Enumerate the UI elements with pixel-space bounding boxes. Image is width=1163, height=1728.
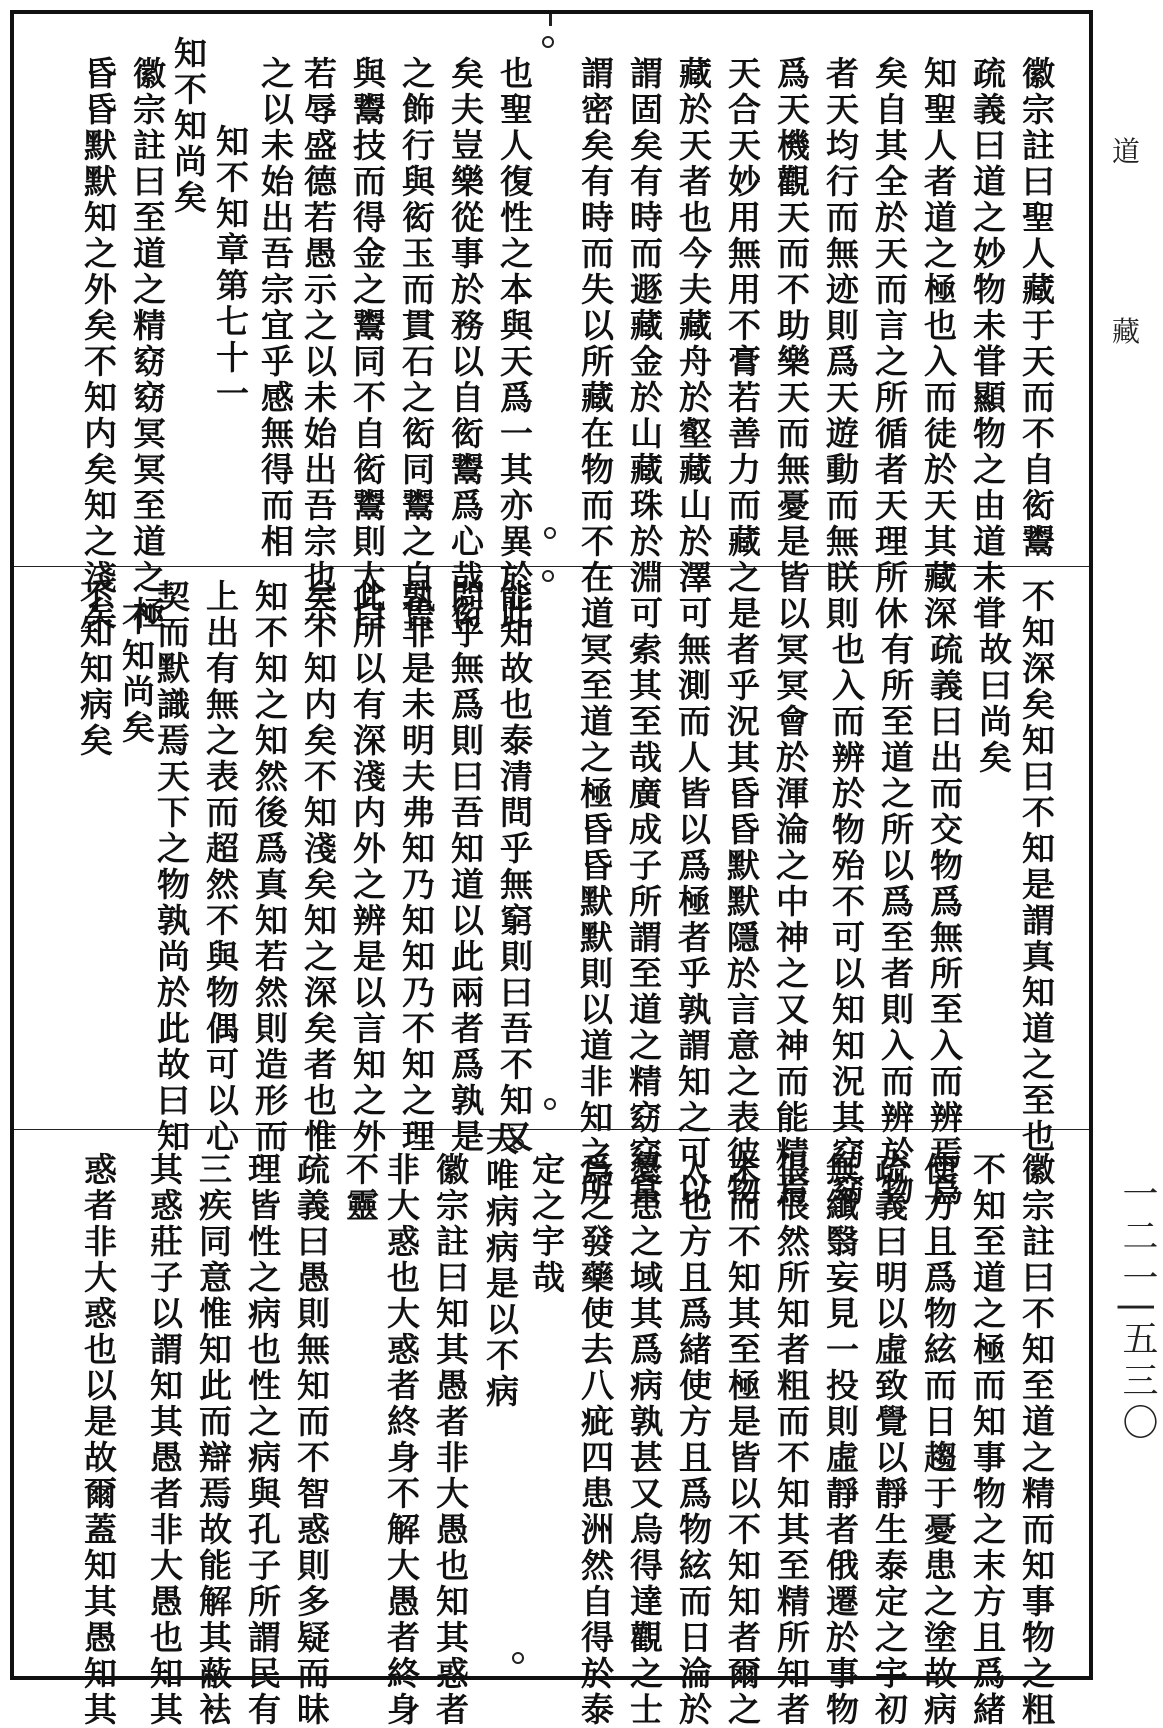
text-column: 三疾同意惟知此而辯焉故能解其蔽袪: [194, 1152, 233, 1728]
text-column: 有所至道之所以爲至者則入而辨於物: [876, 632, 915, 1208]
text-column: 契而默識焉天下之物孰尚於此故曰知: [152, 579, 191, 1155]
text-column: 上出有無之表而超然不與物偶可以心: [201, 579, 240, 1155]
text-column: 疏義曰愚則無知而不智惑則多疑而昧: [292, 1152, 331, 1728]
text-column: 徽宗註曰知其愚者非大愚也知其惑者: [431, 1152, 470, 1728]
text-column: 不知至道之極而知事物之末方且爲緒: [968, 1152, 1007, 1728]
text-column: 疏義曰明以虛致覺以靜生泰定之宇初: [870, 1152, 909, 1728]
margin-title-char-2: 藏: [1112, 315, 1141, 348]
text-column: 索其至哉廣成子所謂至道之精窈窈冥: [624, 632, 663, 1208]
scripture-line: 夫唯病病是以不病: [481, 1122, 520, 1410]
text-column: 疏義曰出而交物爲無所至入而辨焉爲: [925, 632, 964, 1208]
text-column: 爲天機觀天而不助樂天而無憂是皆以: [772, 56, 811, 632]
panel-lower: [14, 1122, 1089, 1728]
text-column: 無測而人皆以爲極者乎孰謂知之可以: [673, 632, 712, 1208]
text-column: 疏義曰道之妙物未甞顯物之由道未甞: [968, 56, 1007, 632]
text-column: 能知故也泰清問乎無窮則曰吾不知又: [495, 579, 534, 1155]
text-column: 人也方且爲緒使方且爲物絃而日淪於: [674, 1152, 713, 1728]
text-column: 冥冥會於渾淪之中神之又神而能精焉: [771, 632, 810, 1208]
text-column: 與鬻技而得金之鬻同不自衒鬻則太白: [348, 56, 387, 632]
text-column: 憂患之域其爲病孰甚又烏得達觀之士: [625, 1152, 664, 1728]
text-column: 知聖人者道之極也入而徒於天其藏深: [919, 56, 958, 632]
text-column: 也聖人復性之本與天爲一其亦異於此: [495, 56, 534, 632]
text-column: 定之宇哉: [527, 1152, 566, 1296]
text-column: 孰非是未明夫弗知乃知知乃不知之理: [397, 579, 436, 1155]
text-column: 徽宗註曰至道之精窈窈冥冥至道之極: [128, 56, 167, 632]
text-column: 爲之發藥使去八疵四患洲然自得於泰: [576, 1152, 615, 1728]
text-column: 此所以有深淺内外之辨是以言知之外: [348, 579, 387, 1155]
section-circle: [544, 527, 556, 539]
text-column: 其惑莊子以謂知其愚者非大愚也知其: [145, 1152, 184, 1728]
section-circle: [544, 1098, 556, 1110]
page-frame: [10, 10, 1093, 1728]
text-column: 非大惑也大惑者終身不解大愚者終身: [382, 1152, 421, 1728]
chapter-heading: 知不知章第七十一: [211, 124, 250, 412]
margin-title-char-1: 道: [1112, 135, 1141, 168]
text-column: 若辱盛德若愚示之以未始出吾宗也示: [299, 56, 338, 632]
text-column: 者乎況其昏昏默默隱於言意之表彼物: [722, 632, 761, 1208]
text-column: 使方且爲物絃而日趨于憂患之塗故病: [919, 1152, 958, 1728]
text-column: 矣自其全於天而言之所循者天理所休: [870, 56, 909, 632]
section-circle: [542, 36, 554, 48]
section-circle: [512, 1652, 524, 1664]
scripture-line: 不知深矣知曰不知是謂真知道之至也: [1017, 579, 1056, 1155]
scripture-line: 故曰尚矣: [974, 632, 1013, 776]
page-number: 一二一|五三〇: [1117, 1175, 1158, 1446]
scripture-line: 不知知病矣: [75, 579, 114, 759]
text-column: 矣夫豈樂從事於務以自衒鬻爲心哉衒: [446, 56, 485, 632]
scripture-line: 不知尚矣: [117, 602, 156, 746]
text-column: 無纖翳妄見一投則虛靜者俄遷於事物: [821, 1152, 860, 1728]
text-column: 之以未始出吾宗宜乎感無得而相: [256, 56, 295, 560]
text-column: 末而不知其至極是皆以不知知者爾之: [723, 1152, 762, 1728]
text-column: 之飾行與衒玉而貫石之衒同鬻之自售: [397, 56, 436, 632]
text-column: 藏於天者也今夫藏舟於壑藏山於澤可: [674, 56, 713, 632]
text-column: 謂密矣有時而失以所藏在物而不在道: [576, 56, 615, 632]
text-column: 徽宗註曰聖人藏于天而不自衒鬻: [1017, 56, 1056, 560]
text-column: 昏昏默默知之外矣不知内矣知之淺矣: [79, 56, 118, 632]
text-column: 理皆性之病也性之病與孔子所謂民有: [243, 1152, 282, 1728]
panel-upper: [14, 14, 1089, 632]
text-column: 者天均行而無迹則爲天遊動而無眹則: [821, 56, 860, 632]
text-column: 倀倀然所知者粗而不知其至精所知者: [772, 1152, 811, 1728]
text-column: 天合天妙用無用不膏若善力而藏之是: [723, 56, 762, 632]
section-circle: [542, 570, 554, 582]
text-column: 惑者非大惑也以是故爾蓋知其愚知其: [79, 1152, 118, 1728]
text-column: 問乎無爲則曰吾知道以此兩者爲孰是: [446, 579, 485, 1155]
text-column: 不靈: [341, 1152, 380, 1224]
text-column: 謂固矣有時而遯藏金於山藏珠於淵可: [625, 56, 664, 632]
text-column: 知不知之知然後爲真知若然則造形而: [250, 579, 289, 1155]
scripture-line: 知不知尚矣: [169, 36, 208, 216]
text-column: 冥至道之極昏昏默默則以道非知之所: [575, 632, 614, 1208]
text-column: 也入而辨於物殆不可以知知況其窈窈: [827, 632, 866, 1208]
text-column: 矣不知内矣不知淺矣知之深矣者也惟: [299, 579, 338, 1155]
text-column: 徽宗註曰不知至道之精而知事物之粗: [1017, 1152, 1056, 1728]
